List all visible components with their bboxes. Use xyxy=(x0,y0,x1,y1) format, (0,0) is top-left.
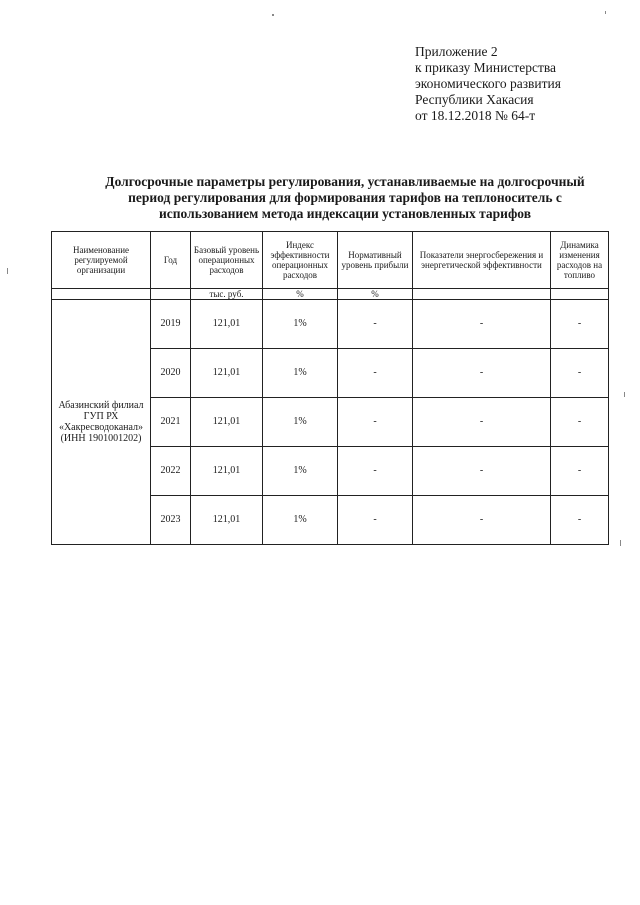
scan-speck xyxy=(624,392,625,397)
energy-cell: - xyxy=(413,300,551,349)
year-cell: 2022 xyxy=(151,447,191,496)
fuel-cell: - xyxy=(551,447,609,496)
org-line: (ИНН 1901001202) xyxy=(60,433,142,444)
index-cell: 1% xyxy=(263,447,338,496)
appendix-line: экономического развития xyxy=(415,76,561,91)
appendix-line: от 18.12.2018 № 64-т xyxy=(415,108,536,123)
index-cell: 1% xyxy=(263,349,338,398)
scan-speck xyxy=(620,540,621,546)
title-line: период регулирования для формирования тарифов на теплоноситель с xyxy=(128,190,562,205)
fuel-cell: - xyxy=(551,398,609,447)
energy-cell: - xyxy=(413,496,551,545)
title-line: Долгосрочные параметры регулирования, устанавливаемые на долгосрочный xyxy=(105,174,585,189)
unit-cell-empty xyxy=(413,289,551,300)
organization-cell xyxy=(52,300,151,545)
profit-cell: - xyxy=(338,398,413,447)
scan-speck xyxy=(605,11,606,14)
unit-cell-empty xyxy=(151,289,191,300)
base-cell: 121,01 xyxy=(191,300,263,349)
scan-speck xyxy=(7,268,8,274)
org-line: «Хакресводоканал» xyxy=(58,422,144,433)
title-line: использованием метода индексации установленных тарифов xyxy=(159,206,531,221)
index-cell: 1% xyxy=(263,398,338,447)
header-base: Базовый уровень операционных расходов xyxy=(191,232,263,289)
header-fuel: Динамика изменения расходов на топливо xyxy=(551,232,609,289)
unit-profit: % xyxy=(338,289,413,300)
profit-cell: - xyxy=(338,447,413,496)
header-profit: Нормативный уровень прибыли xyxy=(338,232,413,289)
header-org: Наименование регулируемой организации xyxy=(52,232,151,289)
fuel-cell: - xyxy=(551,496,609,545)
index-cell: 1% xyxy=(263,496,338,545)
unit-cell-empty xyxy=(551,289,609,300)
appendix-block xyxy=(415,44,561,124)
year-cell: 2019 xyxy=(151,300,191,349)
unit-index: % xyxy=(263,289,338,300)
header-row xyxy=(52,232,609,289)
energy-cell: - xyxy=(413,447,551,496)
appendix-line: к приказу Министерства xyxy=(415,60,557,75)
scan-speck xyxy=(272,14,274,16)
profit-cell: - xyxy=(338,496,413,545)
base-cell: 121,01 xyxy=(191,496,263,545)
header-index: Индекс эффективности операционных расходов xyxy=(263,232,338,289)
year-cell: 2020 xyxy=(151,349,191,398)
energy-cell: - xyxy=(413,398,551,447)
header-year: Год xyxy=(151,232,191,289)
org-line: ГУП РХ xyxy=(83,411,119,422)
index-cell: 1% xyxy=(263,300,338,349)
unit-base: тыс. руб. xyxy=(191,289,263,300)
year-cell: 2021 xyxy=(151,398,191,447)
document-title xyxy=(60,174,630,222)
base-cell: 121,01 xyxy=(191,398,263,447)
table-row xyxy=(52,300,609,349)
units-row xyxy=(52,289,609,300)
energy-cell: - xyxy=(413,349,551,398)
profit-cell: - xyxy=(338,300,413,349)
appendix-line: Республики Хакасия xyxy=(415,92,534,107)
header-energy: Показатели энергосбережения и энергетической эффективности xyxy=(413,232,551,289)
parameters-table xyxy=(51,231,609,545)
year-cell: 2023 xyxy=(151,496,191,545)
appendix-line: Приложение 2 xyxy=(415,44,498,59)
fuel-cell: - xyxy=(551,349,609,398)
unit-cell-empty xyxy=(52,289,151,300)
base-cell: 121,01 xyxy=(191,447,263,496)
base-cell: 121,01 xyxy=(191,349,263,398)
profit-cell: - xyxy=(338,349,413,398)
fuel-cell: - xyxy=(551,300,609,349)
org-line: Абазинский филиал xyxy=(58,400,144,411)
